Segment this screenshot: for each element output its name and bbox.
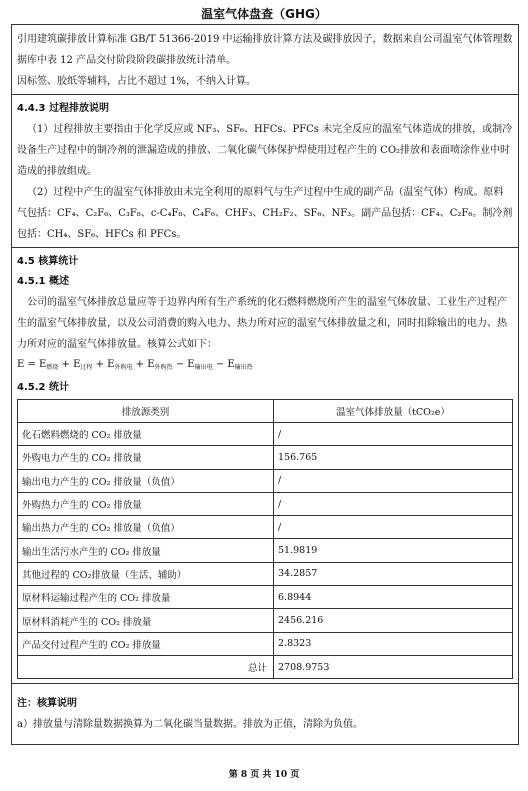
emission-table <box>17 399 513 679</box>
table-row: 化石燃料燃烧的 CO₂ 排放量 / <box>18 423 513 446</box>
table-row: 输出电力产生的 CO₂ 排放量（负值） / <box>18 469 513 492</box>
process-paragraph-1: （1）过程排放主要指由于化学反应或 NF₃、SF₆、HFCs、PFCs 未完全反应的温室气体造成的排放，或制冷设备生产过程中的制冷剂的泄漏造成的排放、二氧化碳气体保护焊使用过程产生的 CO₂排放和表面喷涂作业中时造成的排放组成。 <box>17 124 513 177</box>
total-value: 2708.9753 <box>274 655 513 678</box>
emission-formula: $E = E_{燃烧} + E_{过程} + E_{外购电} + E_{外购热} - E_{输出电} - E_{输出热}$ <box>17 359 253 371</box>
table-row: 输出热力产生的 CO₂ 排放量（负值） / <box>18 516 513 539</box>
document-frame <box>11 24 519 745</box>
table-row: 原材料消耗产生的 CO₂ 排放量 2456.216 <box>18 609 513 632</box>
table-header-row <box>18 400 513 423</box>
notes-section <box>12 684 518 744</box>
section-heading-451: 4.5.1 概述 <box>17 276 69 287</box>
table-row: 其他过程的 CO₂排放量（生活、辅助） 34.2857 <box>18 562 513 585</box>
header-source-category: 排放源类别 <box>18 400 274 423</box>
page-footer: 第 8 页 共 10 页 <box>228 770 300 780</box>
section-heading-45: 4.5 核算统计 <box>17 256 79 267</box>
section-heading-443: 4.4.3 过程排放说明 <box>17 103 109 114</box>
source-paragraph: 引用建筑碳排放计算标准 GB/T 51366-2019 中运输排放计算方法及碳排放因子，数据来自公司温室气体管理数据库中表 12 产品交付阶段阶段碳排放统计清单。 <box>17 34 513 66</box>
page-title: 温室气体盘查（GHG） <box>201 7 327 21</box>
header-emission-amount: 温室气体排放量（tCO₂e） <box>274 400 513 423</box>
note-a: a）排放量与清除量数据换算为二氧化碳当量数据。排放为正值，清除为负值。 <box>17 719 363 731</box>
process-paragraph-2: （2）过程中产生的温室气体排放由未完全利用的原料气与生产过程中生成的副产品（温室气体）构成。原料气包括：CF₄、C₂F₆、C₃F₈、c-C₄F₈、C₄F₆、CHF₃、CH₂F₂、SF₆、NF₃。副产品包括：CF₄、C₂F₆。制冷剂包括：CH₄、SF₆、HFCs 和 PFCs。 <box>17 187 513 240</box>
table-row: 原材料运输过程产生的 CO₂ 排放量 6.8944 <box>18 586 513 609</box>
table-row: 输出生活污水产生的 CO₂ 排放量 51.9819 <box>18 539 513 562</box>
section-heading-452: 4.5.2 统计 <box>17 382 69 393</box>
table-row: 产品交付过程产生的 CO₂ 排放量 2.8323 <box>18 632 513 655</box>
accounting-section <box>12 248 518 684</box>
table-row: 外购热力产生的 CO₂ 排放量 / <box>18 492 513 515</box>
total-label: 总计 <box>18 655 274 678</box>
notes-heading: 注：核算说明 <box>17 698 77 710</box>
process-emission-section <box>12 95 518 248</box>
overview-paragraph: 公司的温室气体排放总量应等于边界内所有生产系统的化石燃料燃烧所产生的温室气体放量、工业生产过程产生的温室气体排放量，以及公司消费的购入电力、热力所对应的温室气体排放量之和，同时扣除输出的电力、热力所对应的温室气体排放量。核算公式如下： <box>17 297 507 350</box>
exclusion-paragraph: 因标签、胶纸等辅料，占比不超过 1%，不纳入计算。 <box>17 76 257 87</box>
table-row: 外购电力产生的 CO₂ 排放量 156.765 <box>18 446 513 469</box>
table-total-row <box>18 655 513 678</box>
transport-source-section <box>12 25 518 95</box>
